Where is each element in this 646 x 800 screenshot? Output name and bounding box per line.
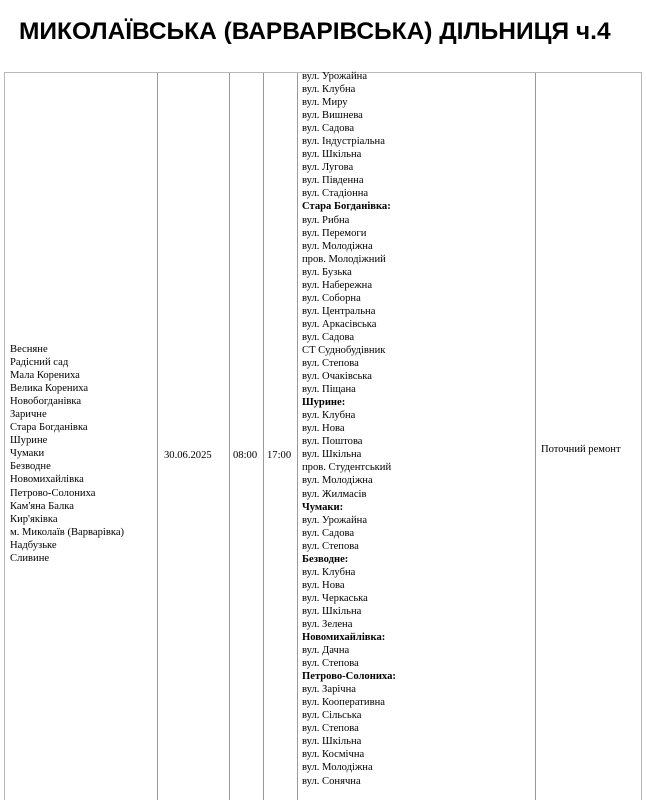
street-item: пров. Молодіжний (302, 253, 386, 265)
street-item: вул. Вишнева (302, 110, 363, 122)
street-item: СТ Суднобудівник (302, 344, 386, 356)
street-item: вул. Шкільна (302, 449, 362, 461)
village-item: Сливине (10, 552, 50, 564)
street-item: вул. Степова (302, 358, 359, 370)
street-item: вул. Набережна (302, 279, 373, 291)
start-time: 08:00 (233, 450, 258, 461)
street-item: вул. Рибна (302, 214, 350, 226)
street-item: вул. Степова (302, 540, 359, 552)
reason-cell (536, 73, 641, 800)
end-time-cell (264, 73, 298, 800)
village-item: Весняне (10, 344, 48, 355)
street-item: вул. Садова (302, 123, 355, 135)
village-item: Заричне (10, 409, 47, 421)
street-item: вул. Урожайна (302, 71, 368, 82)
street-item: пров. Студентський (302, 462, 392, 474)
street-item: вул. Піщана (302, 384, 356, 396)
street-item: вул. Степова (302, 723, 359, 735)
street-item: вул. Клубна (302, 84, 356, 96)
street-item: вул. Очаківська (302, 371, 372, 383)
street-item: вул. Дачна (302, 645, 350, 657)
street-item: вул. Сільська (302, 710, 362, 722)
village-item: Радісний сад (10, 357, 69, 369)
street-item: вул. Шкільна (302, 149, 362, 161)
street-item: вул. Молодіжна (302, 240, 373, 252)
street-item: вул. Центральна (302, 305, 376, 317)
start-time-cell (230, 73, 264, 800)
village-item: Новомихайлівка (10, 474, 84, 486)
street-item: вул. Індустріальна (302, 136, 385, 148)
village-item: Безводне (10, 461, 51, 473)
street-item: вул. Південна (302, 175, 364, 187)
street-item: вул. Шкільна (302, 736, 362, 748)
page-title: МИКОЛАЇВСЬКА (ВАРВАРІВСЬКА) ДІЛЬНИЦЯ ч.4 (19, 18, 611, 45)
outage-date: 30.06.2025 (164, 450, 212, 461)
village-item: Велика Корениха (10, 383, 89, 395)
street-item: вул. Садова (302, 331, 355, 343)
outage-table (4, 72, 642, 800)
street-item: вул. Перемоги (302, 227, 367, 239)
street-item: вул. Стадіонна (302, 188, 369, 200)
street-item: вул. Нова (302, 423, 345, 435)
settlement-heading: Шурине: (302, 397, 346, 409)
street-item: вул. Молодіжна (302, 475, 373, 487)
street-item: вул. Садова (302, 527, 355, 539)
street-item: вул. Зарічна (302, 684, 357, 696)
settlement-heading: Безводне: (302, 553, 349, 565)
village-item: Мала Корениха (10, 370, 80, 382)
street-item: вул. Черкаська (302, 592, 368, 604)
streets-cell (298, 73, 536, 800)
settlement-heading: Петрово-Солониха: (302, 671, 396, 683)
street-item: вул. Степова (302, 658, 359, 670)
street-item: вул. Шкільна (302, 605, 362, 617)
village-item: Надбузьке (10, 539, 57, 551)
village-item: Новобогданівка (10, 396, 82, 408)
street-item: вул. Кооперативна (302, 697, 385, 709)
street-item: вул. Аркасівська (302, 318, 377, 330)
village-item: м. Миколаїв (Варварівка) (10, 526, 125, 538)
settlement-heading: Новомихайлівка: (302, 632, 386, 644)
streets-list (302, 70, 396, 788)
street-item: вул. Поштова (302, 436, 363, 448)
street-item: вул. Нова (302, 579, 345, 591)
village-item: Кам'яна Балка (10, 500, 74, 512)
street-item: вул. Сонячна (302, 775, 361, 787)
village-item: Чумаки (10, 448, 45, 460)
street-item: вул. Космічна (302, 749, 365, 761)
village-item: Кир'яківка (10, 513, 58, 525)
village-item: Петрово-Солониха (10, 487, 96, 499)
date-cell (158, 73, 230, 800)
street-item: вул. Миру (302, 97, 348, 109)
street-item: вул. Жилмасів (302, 488, 367, 500)
street-item: вул. Лугова (302, 162, 354, 174)
outage-reason: Поточний ремонт (541, 444, 621, 455)
village-item: Шурине (10, 435, 48, 447)
village-item: Стара Богданівка (10, 422, 88, 434)
street-item: вул. Зелена (302, 618, 353, 630)
street-item: вул. Бузька (302, 266, 352, 278)
settlement-heading: Стара Богданівка: (302, 201, 391, 213)
street-item: вул. Молодіжна (302, 762, 373, 774)
villages-cell (5, 73, 158, 800)
street-item: вул. Урожайна (302, 514, 368, 526)
end-time: 17:00 (267, 450, 292, 461)
street-item: вул. Соборна (302, 292, 361, 304)
villages-list (10, 343, 124, 565)
settlement-heading: Чумаки: (302, 501, 344, 513)
street-item: вул. Клубна (302, 410, 356, 422)
street-item: вул. Клубна (302, 566, 356, 578)
